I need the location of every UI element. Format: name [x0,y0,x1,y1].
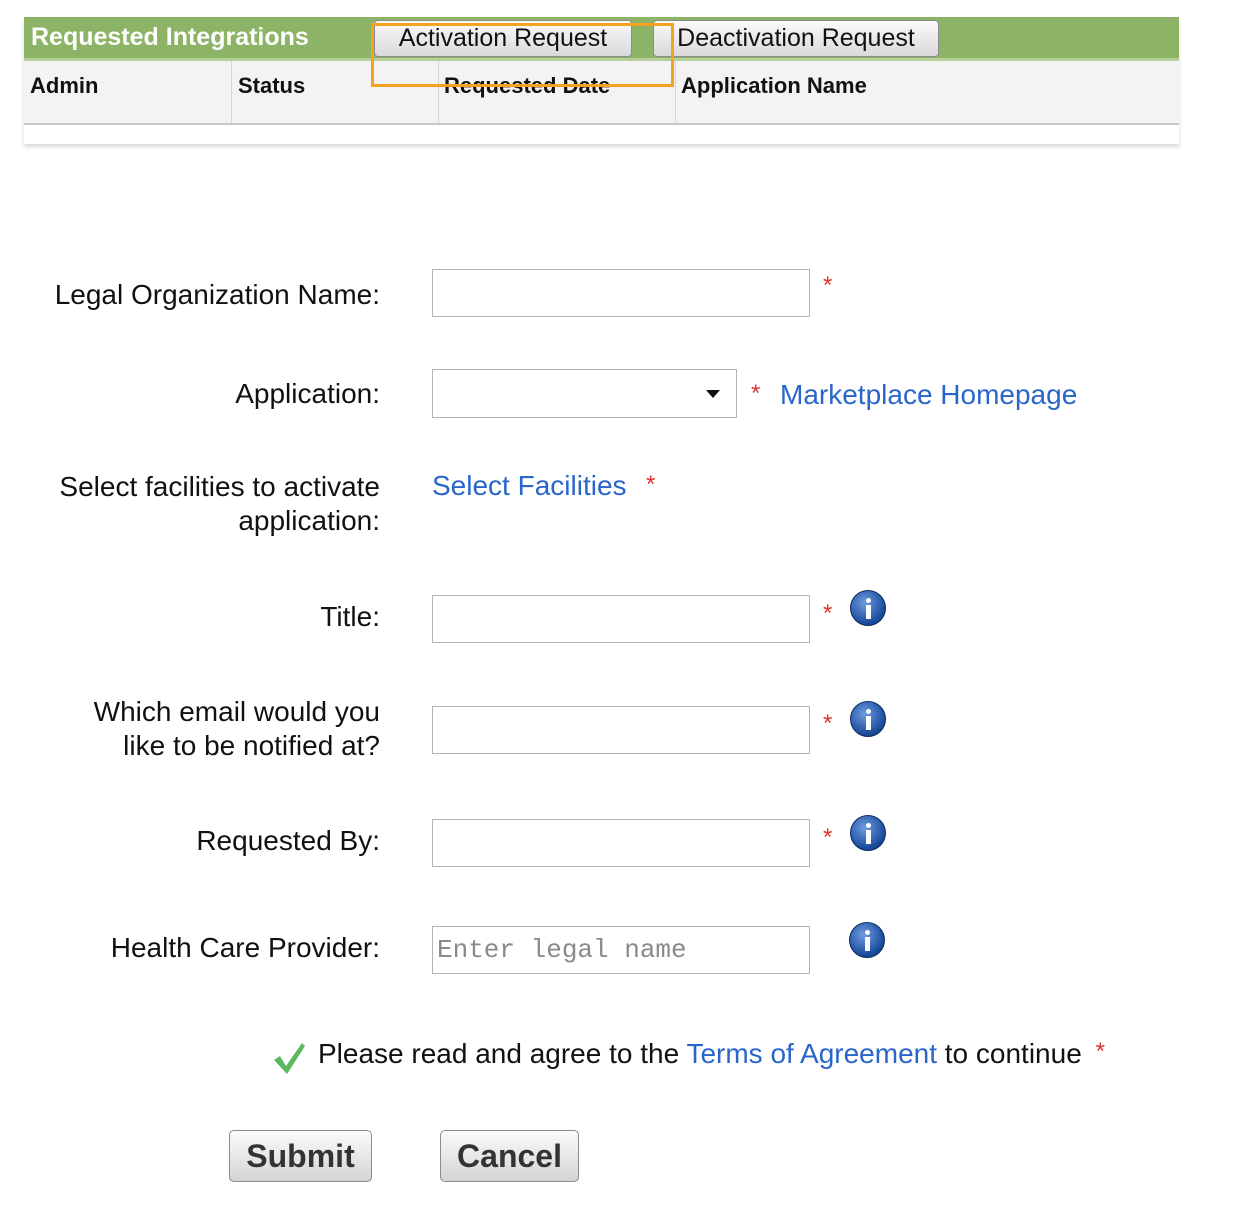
terms-line [318,1038,1105,1070]
chevron-down-icon [706,390,720,398]
cancel-button[interactable]: Cancel [440,1130,579,1182]
terms-of-agreement-link[interactable]: Terms of Agreement [686,1038,937,1069]
required-marker: * [751,380,761,407]
terms-prefix: Please read and agree to the [318,1038,687,1069]
email-input[interactable] [432,706,810,754]
required-marker: * [823,710,833,737]
required-marker: * [823,824,833,851]
requested-integrations-panel [24,17,1179,144]
info-icon[interactable] [850,701,886,737]
info-icon[interactable] [849,922,885,958]
column-status[interactable]: Status [238,73,306,98]
required-marker: * [823,600,833,627]
hcp-label: Health Care Provider: [110,932,380,963]
legal-org-label: Legal Organization Name: [54,279,380,310]
email-label-line1: Which email would you [93,696,380,727]
title-label: Title: [320,601,380,632]
column-application-name[interactable]: Application Name [681,73,867,98]
required-marker: * [823,272,833,299]
required-marker: * [1095,1038,1105,1065]
email-label-line2: like to be notified at? [123,730,380,761]
required-marker: * [646,471,656,498]
facilities-label [59,470,380,538]
panel-title: Requested Integrations [31,23,309,51]
column-divider [231,61,232,123]
column-admin[interactable]: Admin [30,73,99,98]
requested-by-input[interactable] [432,819,810,867]
submit-button[interactable]: Submit [229,1130,372,1182]
terms-suffix: to continue [937,1038,1090,1069]
application-label: Application: [235,378,380,409]
facilities-label-line1: Select facilities to activate [59,471,380,502]
check-icon [272,1040,306,1076]
requested-by-label: Requested By: [196,825,380,856]
deactivation-request-button[interactable]: Deactivation Request [653,20,939,57]
column-requested-date[interactable]: Requested Date [444,73,611,98]
info-icon[interactable] [850,590,886,626]
email-label [94,695,380,763]
facilities-label-line2: application: [238,505,380,536]
activation-request-button[interactable]: Activation Request [374,20,632,57]
marketplace-homepage-link[interactable]: Marketplace Homepage [780,379,1078,410]
column-divider [675,61,676,123]
activation-request-highlight [371,23,674,87]
legal-org-input[interactable] [432,269,810,317]
title-input[interactable] [432,595,810,643]
select-facilities-link[interactable]: Select Facilities [432,470,627,501]
application-select[interactable] [432,369,737,418]
info-icon[interactable] [850,815,886,851]
hcp-input[interactable] [432,926,810,974]
